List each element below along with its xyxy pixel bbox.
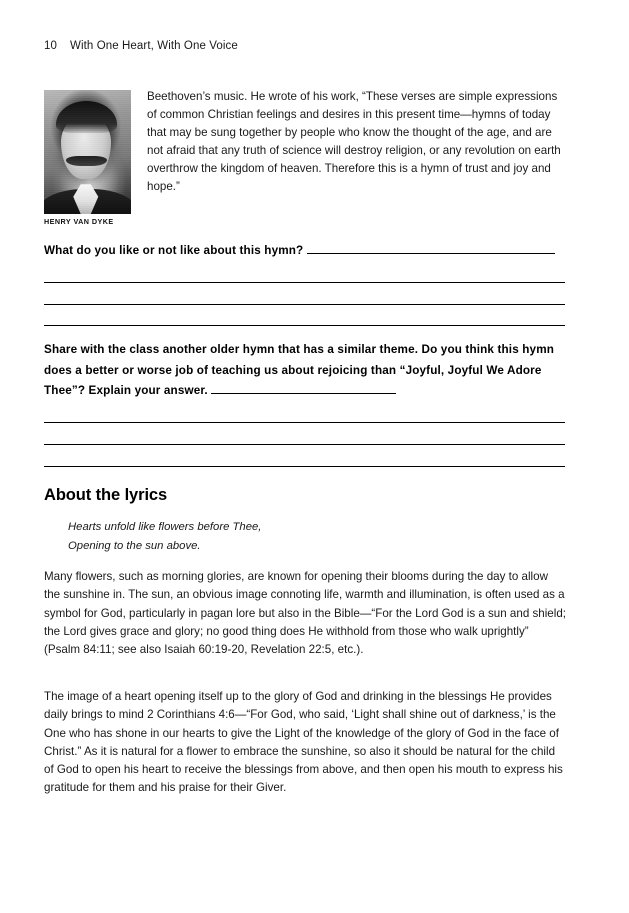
section-heading-about-the-lyrics: About the lyrics [44,486,168,504]
lyric-quote [68,518,548,555]
figure-henry-van-dyke [44,90,131,226]
question-2-prompt-row [44,340,565,402]
photo-grain-overlay [44,90,131,214]
question-1-prompt: What do you like or not like about this hymn? [44,244,304,257]
question-2-answer-line-2[interactable] [44,402,565,424]
question-2-answer-line-1[interactable] [211,384,396,394]
intro-paragraph: Beethoven’s music. He wrote of his work, “These verses are simple expressions of common Christian feelings and desires in this present time—hymns of today that may be sung together by people who know the thought of the age, and are not afraid that any truth of science will destroy religion, or any revolution on earth overthrow the kingdom of heaven. Therefore this is a hymn of trust and joy and hope.” [147,90,561,194]
running-title: With One Heart, With One Voice [70,40,238,52]
question-1-prompt-row [44,241,565,262]
page-number: 10 [44,40,57,52]
question-2-answer-line-3[interactable] [44,423,565,445]
lyric-line-2: Opening to the sun above. [68,539,201,552]
lyric-line-1: Hearts unfold like flowers before Thee, [68,521,262,533]
question-1-answer-line-3[interactable] [44,283,565,305]
question-2-answer-line-4[interactable] [44,445,565,467]
question-2 [44,340,565,467]
running-head [44,40,238,52]
body-paragraph-1: Many flowers, such as morning glories, are known for opening their blooms during the day to allow the sunshine in. The sun, an obvious image connoting life, warmth and illumination, is often used as a symbol for God, particularly in pagan lore but also in the Bible—“For the Lord God is a sun and shield; the Lord gives grace and glory; no good thing does He withhold from those who walk uprightly” (Psalm 84:11; see also Isaiah 60:19-20, Revelation 22:5, etc.). [44,570,566,657]
portrait-photo [44,90,131,214]
body-paragraph-2: The image of a heart opening itself up to the glory of God and drinking in the blessings He provides daily brings to mind 2 Corinthians 4:6—“For God, who said, ‘Light shall shine out of darkness,’ is the One who has shone in our hearts to give the Light of the knowledge of the glory of God in the face of Christ.” As it is natural for a flower to embrace the sunshine, so also it should be natural for the child of God to open his heart to receive the blessings from above, and then open his mouth to express his gratitude for them and his praise for their Giver. [44,690,563,795]
figure-caption: HENRY VAN DYKE [44,217,114,226]
question-2-prompt: Share with the class another older hymn that has a similar theme. Do you think this hymn does a better or worse job of teaching us about rejoicing than “Joyful, Joyful We Adore Thee”? Explain your answer. [44,343,555,398]
question-1-answer-line-2[interactable] [44,262,565,284]
intro-block [44,88,565,230]
question-1-answer-line-1[interactable] [307,244,555,254]
question-1 [44,241,565,326]
question-1-answer-line-4[interactable] [44,305,565,327]
